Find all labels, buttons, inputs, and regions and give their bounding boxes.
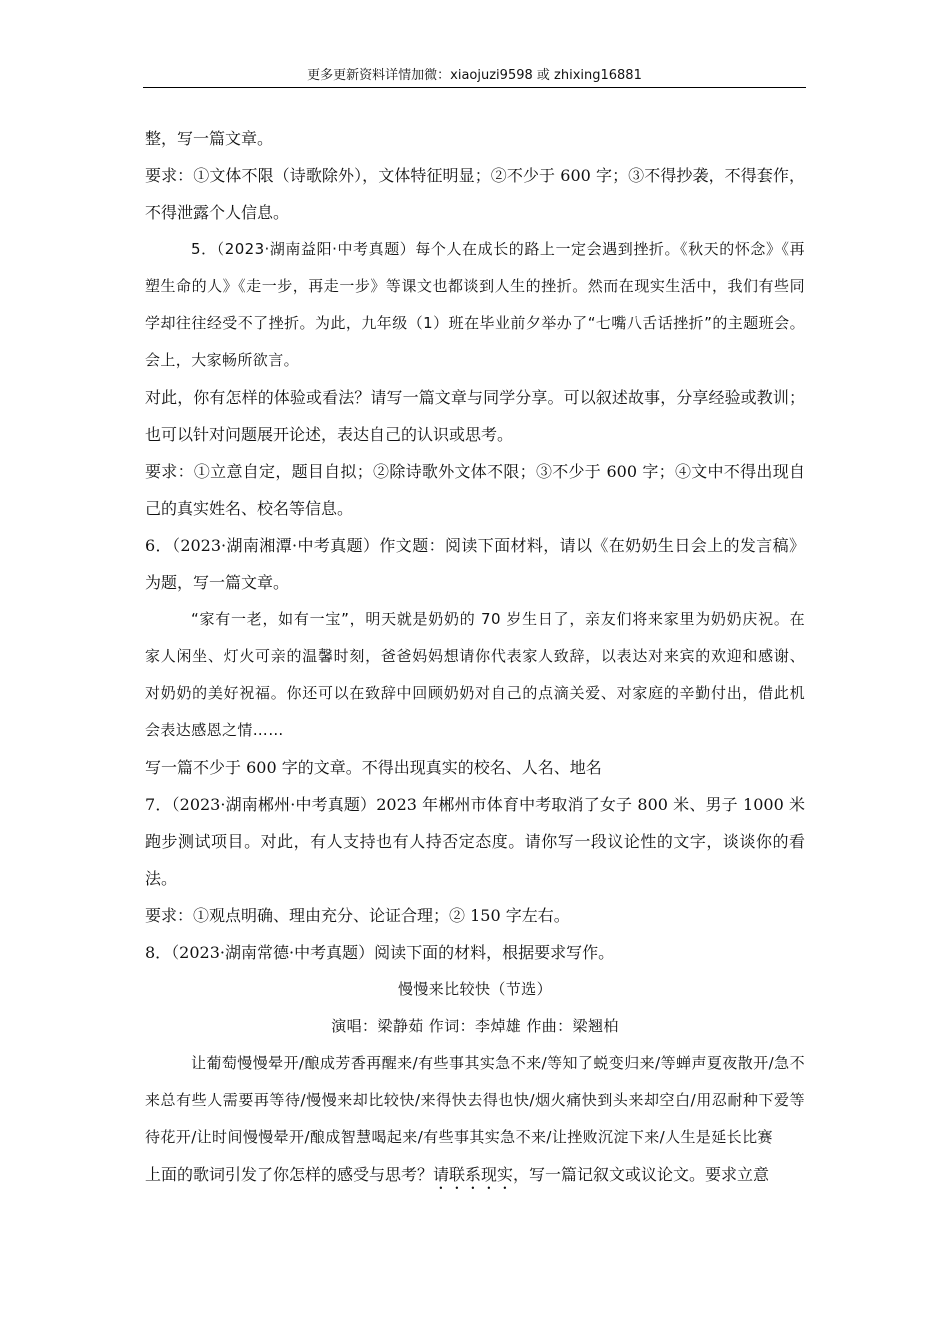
q8-song-title: 慢慢来比较快（节选） [397,980,552,998]
q5-prompt: 对此，你有怎样的体验或看法？请写一篇文章与同学分享。可以叙述故事，分享经验或教训；也可以针对问题展开论述，表达自己的认识或思考。 [145,388,805,444]
paragraph-requirement: 要求：①文体不限（诗歌除外），文体特征明显；②不少于 600 字；③不得抄袭，不得套作，不得泄露个人信息。 [145,166,805,222]
q8-prompt-before: 上面的歌词引发了你怎样的感受与思考？ [145,1165,434,1184]
q5-requirement: 要求：①立意自定，题目自拟；②除诗歌外文体不限；③不少于 600 字；④文中不得出现自己的真实姓名、校名等信息。 [145,462,805,518]
q8-prompt-emphasis: 请联系现实 [433,1165,514,1184]
q5-stem: 5．（2023·湖南益阳·中考真题）每个人在成长的路上一定会遇到挫折。《秋天的怀念》《再塑生命的人》《走一步，再走一步》等课文也都谈到人生的挫折。然而在现实生活中，我们有些同学却往往经受不了挫折。为此，九年级（1）班在毕业前夕举办了“七嘴八舌话挫折”的主题班会。会上，大家畅所欲言。 [145,240,805,369]
q8-lyrics: 让葡萄慢慢晕开/酿成芳香再醒来/有些事其实急不来/等知了蜕变归来/等蝉声夏夜散开/急不来总有些人需要再等待/慢慢来却比较快/来得快去得也快/烟火痛快到头来却空白/用忍耐种下爱等待花开/让时间慢慢晕开/酿成智慧喝起来/有些事其实急不来/让挫败沉淀下来/人生是延长比赛 [145,1054,805,1146]
page-header: 更多更新资料详情加微：xiaojuzi9598 或 zhixing16881 [307,68,642,83]
q6-requirement: 写一篇不少于 600 字的文章。不得出现真实的校名、人名、地名 [145,758,602,777]
q7-requirement: 要求：①观点明确、理由充分、论证合理；② 150 字左右。 [145,906,570,925]
q7-stem: 7．（2023·湖南郴州·中考真题）2023 年郴州市体育中考取消了女子 800 米、男子 1000 米跑步测试项目。对此，有人支持也有人持否定态度。请你写一段议论性的文字，谈谈你的看法。 [145,795,805,888]
q6-stem: 6．（2023·湖南湘潭·中考真题）作文题：阅读下面材料，请以《在奶奶生日会上的发言稿》为题，写一篇文章。 [145,536,805,592]
q8-prompt-after: ，写一篇记叙文或议论文。要求立意 [513,1165,770,1184]
q8-song-credits: 演唱：梁静茹 作词：李焯雄 作曲：梁翘柏 [331,1017,619,1035]
header-rule [143,87,806,88]
q6-material: “家有一老，如有一宝”，明天就是奶奶的 70 岁生日了，亲友们将来家里为奶奶庆祝。在家人闲坐、灯火可亲的温馨时刻，爸爸妈妈想请你代表家人致辞，以表达对来宾的欢迎和感谢、对奶奶的美好祝福。你还可以在致辞中回顾奶奶对自己的点滴关爱、对家庭的辛勤付出，借此机会表达感恩之情…… [145,610,805,739]
q8-stem: 8．（2023·湖南常德·中考真题）阅读下面的材料，根据要求写作。 [145,943,615,962]
q8-prompt [145,1156,805,1193]
document-body [145,120,805,1193]
paragraph-continuation: 整，写一篇文章。 [145,129,274,148]
